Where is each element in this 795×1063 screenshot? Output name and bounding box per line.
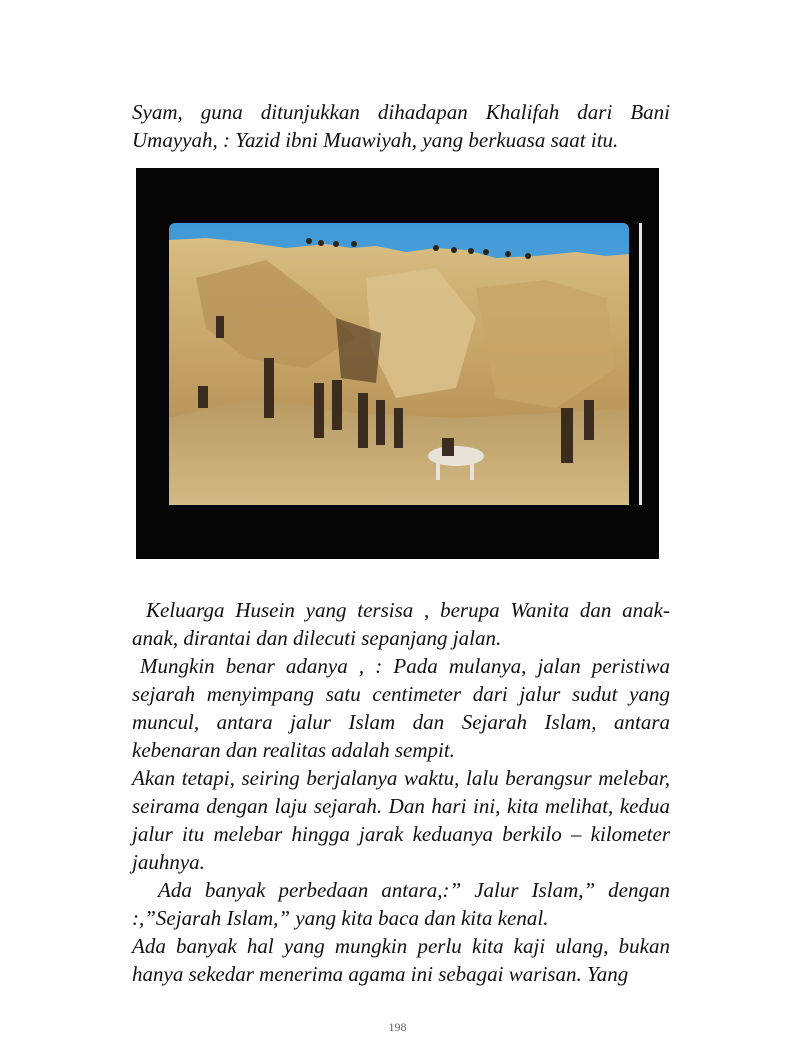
paragraph-2: Mungkin benar adanya , : Pada mulanya, jalan peristiwa sejarah menyimpang satu centimeter dari jalur sudut yang muncul, antara jalur Islam dan Sejarah Islam, antara kebenaran dan realitas adalah sempit. bbox=[132, 654, 670, 762]
film-still-image bbox=[136, 168, 659, 559]
top-paragraph: Syam, guna ditunjukkan dihadapan Khalifah dari Bani Umayyah, : Yazid ibni Muawiyah, yang berkuasa saat itu. bbox=[132, 100, 670, 152]
paragraph-4: Ada banyak perbedaan antara,:” Jalur Islam,” dengan :,”Sejarah Islam,” yang kita baca dan kita kenal. bbox=[132, 878, 670, 930]
page-number: 198 bbox=[388, 1020, 407, 1034]
paragraph-5: Ada banyak hal yang mungkin perlu kita kaji ulang, bukan hanya sekedar menerima agama ini sebagai warisan. Yang bbox=[132, 934, 670, 986]
desert-rocks-scene bbox=[136, 168, 659, 559]
paragraph-1: Keluarga Husein yang tersisa , berupa Wanita dan anak-anak, dirantai dan dilecuti sepanjang jalan. bbox=[132, 598, 670, 650]
body-text bbox=[132, 596, 670, 988]
paragraph-3: Akan tetapi, seiring berjalanya waktu, lalu berangsur melebar, seirama dengan laju sejarah. Dan hari ini, kita melihat, kedua jalur itu melebar hingga jarak keduanya berkilo – kilometer jauhnya. bbox=[132, 766, 670, 874]
